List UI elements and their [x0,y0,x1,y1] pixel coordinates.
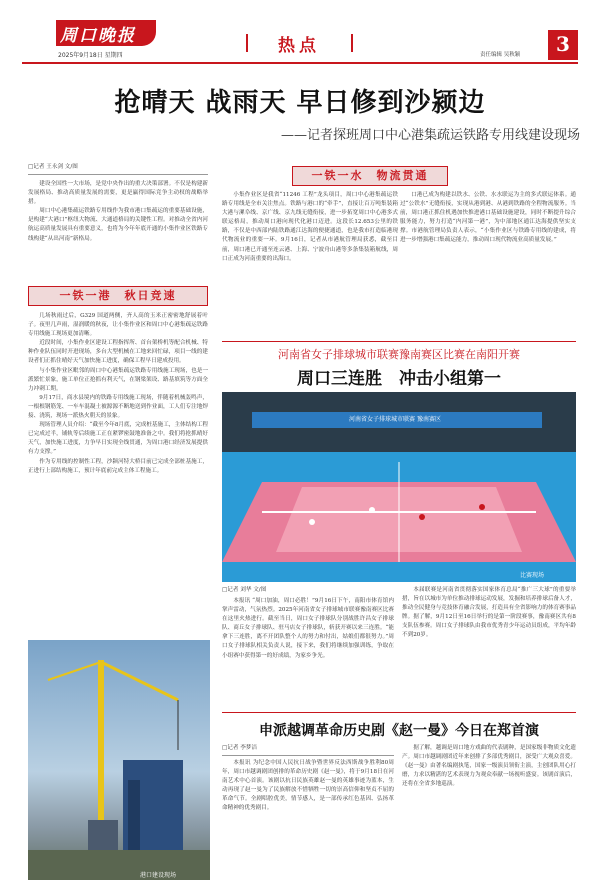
volleyball-body-right-text: 本届联赛是河南省贯彻落实国家体育总局“推广三大球”的重要举措，旨在以城市为单位推动排球运动发展，发掘和培养排球后备人才，推动全民健身与竞技体育融合发展，打造具有全省影响力的体育赛事品牌。据了解，9月12日至16日举行的是第一阶段赛事，豫南赛区共有8支队伍参赛。周口女子排球队由我市优秀青少年运动员组成，平均年龄不到20岁。 [402,587,576,639]
masthead-date: 2025年9月18日 星期四 [58,52,123,59]
article2-col2-text: 口港已成为构建以铁水、公铁、水水联运为主的多式联运体系。通过“公铁水”无缝衔接，实现从港到港、从港到铁路的全程物流服务。当前，周口港正抓住机遇加快推进港口基础设施建设，同时不断提升综合服务能力，努力打造“内河第一港”，为中部地区通江达海提供坚实支撑。市港航管理局负责人表示，“小集作业区与铁路专用线的建成，将进一步增强港口集疏运能力，推动周口现代物流业高质量发展。” [400,192,576,244]
opera-body-left-text: 本报讯 为纪念中国人民抗日战争暨世界反法西斯战争胜利80周年，周口市越调剧团创排的革命历史剧《赵一曼》，将于9月18日在河南艺术中心首演。该剧以抗日民族英雄赵一曼的英雄事迹为蓝本，生动再现了赵一曼为了民族解放不惜牺牲一切的崇高信仰和坚贞不屈的革命气节。全剧唱腔优美，情节感人，是一部传承红色基因、弘扬革命精神的优秀剧目。 [222,760,394,812]
article2-section-title: 一铁一水 物流贯通 [292,166,448,186]
construction-photo [28,640,210,880]
article1-body2: 近段时间，小集作业区建设工程指挥所、首台架桥机等配合机械、特种作业队伍同时开进现场，多台大型机械在工地来回忙碌，项目一线的建设者们正抓住晴好天气加快施工进度，确保工程早日建成投用。 [28,340,208,365]
volleyball-body-left [222,597,394,705]
page-number: 3 [556,32,570,56]
volleyball-title: 周口三连胜 冲击小组第一 [297,369,501,389]
section-label: 热点 [278,36,320,56]
article1-body4: 9月17日，商水县境内的铁路专用线施工现场，伴随着机械轰鸣声，一根根钢筋笼、一车车混凝土被源源不断地送到作业面，工人们专注地焊接、浇筑，现场一派热火朝天的景象。 [28,394,208,420]
volleyball-body-right [402,586,576,705]
article2-col1-text: 小集作业区是我省“11246 工程”龙头项目，周口中心港集疏运铁路专用线是全市关注焦点。铁路与港口的“牵手”，直接让百万吨集装箱大港与漯阜线、京广线、京九线无缝衔接，进一步拓宽周口中心港多式联运格局，推动周口港向现代化港口迈进。这段长12.653公里的铁路，不仅是中西部内陆铁路通江达海的便捷通道，也是我市打造临港现代物流业的重要一环。9月16日，记者从市港航管理局获悉，截至目前，周口港已开通至连云港、上海、宁波舟山港等多条集装箱航线，周口正成为河南重要的出海口。 [222,192,398,262]
masthead-rule [22,62,578,64]
article1-body6: 作为专用线的控制性工程，沙颍河特大桥目前已完成全部桩基施工，正进行上部结构施工，预计年底前完成主体工程施工。 [28,458,208,474]
opera-body-right-text: 据了解，越调是周口地方戏曲的代表剧种，是国家级非物质文化遗产。周口市越调剧团近年来创排了多部优秀剧目，深受广大观众喜爱。《赵一曼》由著名编剧执笔，国家一级演员领衔主演，主创团队用心打磨，力求以精湛的艺术表现力为观众奉献一场视听盛宴。该剧首演后，还将在全省多地巡演。 [402,745,576,788]
article1-divider [28,174,208,175]
article2-col1 [222,191,398,331]
crane-illustration [28,640,210,880]
article1-intro-block [28,180,208,280]
article1-byline: □记者 王永剑 文/图 [28,164,78,170]
opera-byline: □记者 李梦洁 [222,745,258,751]
opera-body-left [222,759,394,881]
article1-body3: 与小集作业区毗邻的周口中心港集疏运铁路专用线施工现场，也是一派繁忙景象，施工单位正抢抓有利天气，在钢梁架设、路基填筑等方面全力冲刺工期。 [28,367,208,392]
article1-body5: 现场管理人员介绍：“截至今年8月底，完成桩基施工，主体结构工程已完成过半，铺轨等后续施工正在紧锣密鼓地准备之中。我们将抢抓晴好天气，加快施工进度，力争早日实现全线贯通，为周口港口经济发展提供有力支撑。” [28,422,208,456]
volleyball-frame [222,341,576,342]
opera-body-right [402,744,576,881]
volleyball-byline: □记者 刘华 文/图 [222,587,267,593]
opera-byline-rule [222,755,394,756]
opera-title: 申派越调革命历史剧《赵一曼》今日在郑首演 [259,723,539,739]
section-left-divider [246,34,248,52]
volleyball-body-left-text: 本报讯 “周口加油，周口必胜！”9月16日下午，南阳市体育馆内掌声雷动，气氛热烈。2025年河南省女子排球城市联赛豫南赛区比赛在这里火热进行。截至当日，周口女子排球队分别战胜许昌女子排球队、商丘女子排球队、驻马店女子排球队，斩获开赛以来三连胜。“能拿下三连胜，离不开团队整个人的努力和付出，姑娘们都很努力。”周口女子排球队相关负责人说，接下来，我们将继续加强训练，争取在小组赛中获得第一的好成绩，为家乡争光。 [222,598,394,659]
article1-body1: 几场秋雨过后，G329 国道两侧，齐人高的玉米正密密地舒展着叶子。夜里几声雨，湿润暖的秋夜，让小集作业区和周口中心港集疏运铁路专用线施工现场更加清晰。 [28,313,208,338]
article2-col2 [400,191,576,331]
volleyball-kicker: 河南省女子排球城市联赛豫南赛区比赛在南阳开赛 [278,348,520,361]
opera-rule [222,712,576,713]
article1-section-title: 一铁一港 秋日竞速 [28,286,208,306]
volleyball-banner: 河南省女子排球城市联赛 豫南赛区 [349,416,441,423]
editor-credit: 责任编辑 吴秋颖 [480,52,521,58]
article1-intro2: 周口中心港集疏运铁路专用线作为我市港口集疏运的重要基础设施，是构建“大港口”枢纽大物流、大通道格局的关键性工程。对推动全省内河航运高质量发展具有重要意义，也将为今年年底开通的小集作业区铁路专线构建“从出河南”新格局。 [28,208,208,242]
sub-headline: ——记者探班周口中心港集疏运铁路专用线建设现场 [280,128,580,143]
main-headline: 抢晴天 战雨天 早日修到沙颍边 [114,88,486,118]
volleyball-photo-credit: 比赛现场 [520,572,545,579]
article1-intro: 建设全国性一大市场，是党中央作出的重大决策部署。不仅是构建新发展格局、推动高质量发展的需要，更是赢得国际竞争主动权的战略举措。 [28,181,208,206]
masthead-logo: 周口晚报 [60,26,136,46]
article1-body-block [28,312,208,636]
construction-photo-caption: 港口建设现场 [140,872,177,879]
section-right-divider [351,34,353,52]
